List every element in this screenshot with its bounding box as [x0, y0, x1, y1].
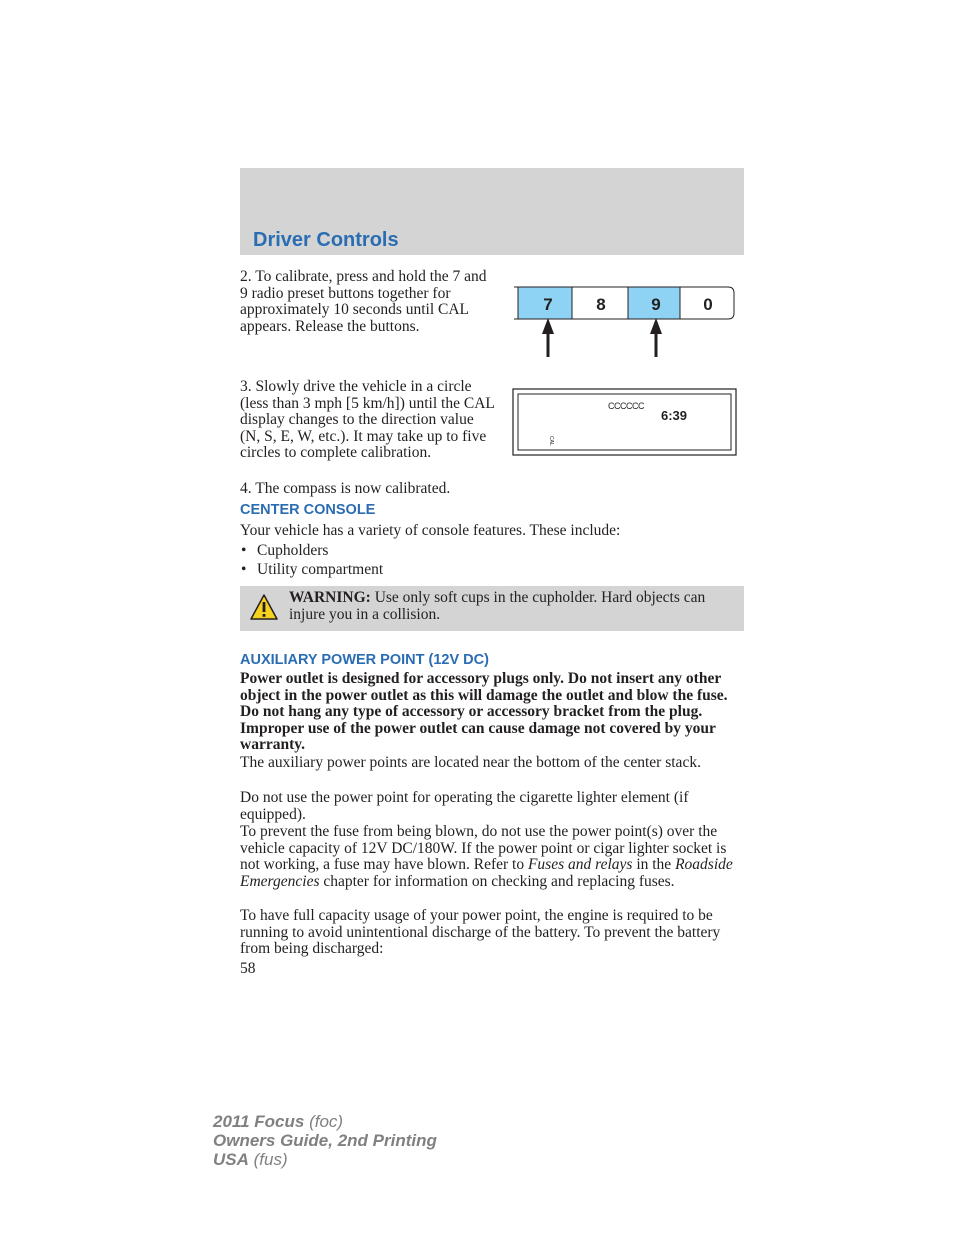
display-time: 6:39	[660, 408, 688, 423]
aux-power-p4: To have full capacity usage of your power point, the engine is required to be running to avoid unintentional discharge of the battery. To prevent the battery from being discharged:	[240, 907, 721, 957]
footer-market: USA	[213, 1150, 249, 1169]
console-features-list	[240, 542, 383, 580]
footer-printing: Owners Guide, 2nd Printing	[213, 1131, 437, 1150]
footer-line-1	[213, 1112, 437, 1131]
footer-market-code: (fus)	[248, 1150, 288, 1169]
section-title: Driver Controls	[253, 229, 399, 251]
footer-model-code: (foc)	[304, 1112, 344, 1131]
preset-button-8-label: 8	[596, 295, 606, 314]
footer-line-2	[213, 1131, 437, 1150]
aux-power-p3	[240, 824, 744, 890]
list-item: • Utility compartment	[240, 561, 383, 580]
fuses-relays-reference: Fuses and relays	[527, 856, 633, 873]
display-segment-text: CCCCCC	[608, 401, 644, 411]
aux-power-p1: The auxiliary power points are located near the bottom of the center stack.	[240, 754, 701, 771]
preset-button-9-label: 9	[651, 295, 661, 314]
footer	[213, 1112, 437, 1169]
center-console-heading: CENTER CONSOLE	[240, 502, 376, 518]
arrow-up-icon	[542, 318, 554, 357]
compass-display-figure	[512, 388, 738, 458]
preset-button-7-label: 7	[543, 295, 553, 314]
preset-button-0-label: 0	[703, 295, 713, 314]
preset-buttons-figure	[512, 282, 738, 360]
page-number: 58	[240, 960, 256, 977]
aux-power-p3-a: To prevent the fuse from being blown, do not use the power point(s) over the vehicle capacity of 12V DC/180W. If the power point or cigar lighter socket is not working, a fuse may have blown. Refer to	[240, 823, 727, 873]
aux-power-p2: Do not use the power point for operating the cigarette lighter element (if equipped).	[240, 789, 689, 823]
step-3-text: 3. Slowly drive the vehicle in a circle (less than 3 mph [5 km/h]) until the CAL display changes to the direction value (N, S, E, W, etc.). It may take up to five circles to complete calibration.	[240, 378, 495, 461]
aux-power-notice: Power outlet is designed for accessory plugs only. Do not insert any other object in the power outlet as this will damage the outlet and blow the fuse. Do not hang any type of accessory or accessory bracket from the plug. Improper use of the power outlet can cause damage not covered by your warranty.	[240, 670, 728, 753]
list-item: • Cupholders	[240, 542, 383, 561]
footer-line-3	[213, 1150, 437, 1169]
warning-text	[289, 590, 729, 623]
footer-model: 2011 Focus	[213, 1112, 305, 1131]
display-cal-letters: CAL	[548, 436, 554, 446]
aux-power-heading: AUXILIARY POWER POINT (12V DC)	[240, 652, 489, 668]
warning-message: Use only soft cups in the cupholder. Hard objects can injure you in a collision.	[289, 589, 706, 623]
arrow-up-icon	[650, 318, 662, 357]
roadside-emergencies-reference: Roadside Emergencies	[240, 856, 733, 890]
center-console-intro: Your vehicle has a variety of console features. These include:	[240, 522, 621, 539]
section-header-band	[240, 168, 744, 255]
warning-triangle-icon	[249, 593, 279, 621]
step-2-text: 2. To calibrate, press and hold the 7 and 9 radio preset buttons together for approximately 10 seconds until CAL appears. Release the buttons.	[240, 268, 487, 335]
warning-box	[240, 586, 744, 631]
aux-power-p3-b: in the	[632, 856, 676, 873]
step-4-text: 4. The compass is now calibrated.	[240, 480, 451, 497]
aux-power-p3-c: chapter for information on checking and replacing fuses.	[319, 872, 675, 890]
warning-label: WARNING:	[289, 589, 371, 606]
